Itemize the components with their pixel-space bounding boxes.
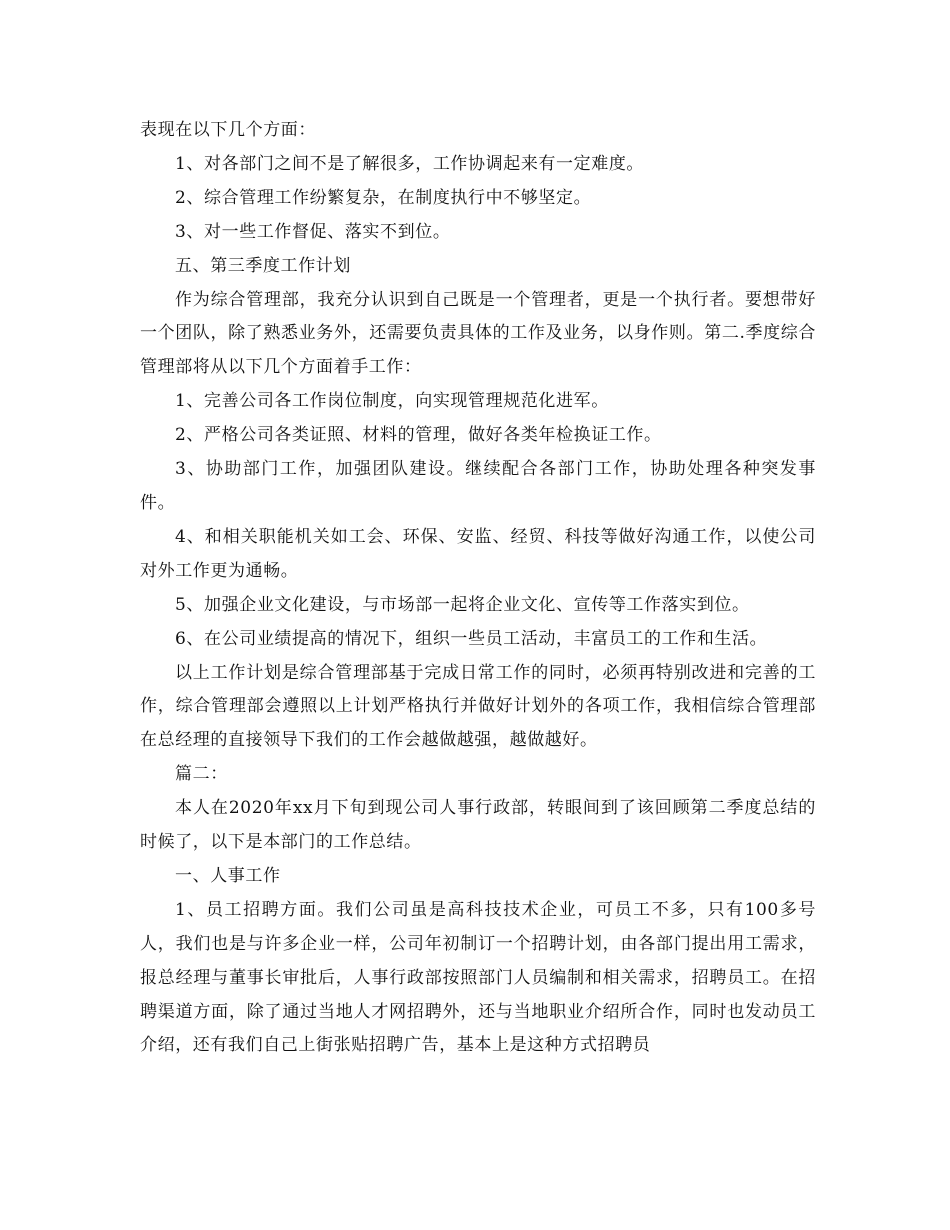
- problem-item-2: 2、综合管理工作纷繁复杂，在制度执行中不够坚定。: [175, 187, 592, 208]
- plan-conclusion-paragraph: 以上工作计划是综合管理部基于完成日常工作的同时，必须再特别改进和完善的工作，综合管理部会遵照以上计划严格执行并做好计划外的各项工作，我相信综合管理部在总经理的直接领导下我们的工作会越做越强，越做越好。: [140, 662, 816, 751]
- section-heading-hr-work: 一、人事工作: [175, 865, 281, 886]
- recruitment-paragraph: 1、员工招聘方面。我们公司虽是高科技技术企业，可员工不多，只有100多号人，我们也是与许多企业一样，公司年初制订一个招聘计划，由各部门提出用工需求，报总经理与董事长审批后，人事行政部按照部门人员编制和相关需求，招聘员工。在招聘渠道方面，除了通过当地人才网招聘外，还与当地职业介绍所合作，同时也发动员工介绍，还有我们自己上街张贴招聘广告，基本上是这种方式招聘员: [140, 899, 816, 1056]
- plan-item-5: 5、加强企业文化建设，与市场部一起将企业文化、宣传等工作落实到位。: [175, 594, 750, 615]
- paragraph-continuation: 表现在以下几个方面：: [140, 120, 316, 140]
- plan-item-6: 6、在公司业绩提高的情况下，组织一些员工活动，丰富员工的工作和生活。: [175, 628, 768, 649]
- plan-item-1: 1、完善公司各工作岗位制度，向实现管理规范化进军。: [175, 391, 609, 412]
- plan-item-4: 4、和相关职能机关如工会、环保、安监、经贸、科技等做好沟通工作，以使公司对外工作更为通畅。: [140, 526, 816, 581]
- part-two-heading: 篇二：: [175, 764, 228, 785]
- problem-item-3: 3、对一些工作督促、落实不到位。: [175, 221, 451, 242]
- plan-item-3: 3、协助部门工作，加强团队建设。继续配合各部门工作，协助处理各种突发事件。: [140, 459, 816, 513]
- plan-intro-paragraph: 作为综合管理部，我充分认识到自己既是一个管理者，更是一个执行者。要想带好一个团队，除了熟悉业务外，还需要负责具体的工作及业务，以身作则。第二.季度综合管理部将从以下几个方面着手工作：: [140, 289, 816, 378]
- document-page: [140, 114, 816, 1063]
- part-two-intro-paragraph: 本人在2020年xx月下旬到现公司人事行政部，转眼间到了该回顾第二季度总结的时候了，以下是本部门的工作总结。: [140, 798, 816, 853]
- section-heading-q3-plan: 五、第三季度工作计划: [175, 255, 351, 276]
- plan-item-2: 2、严格公司各类证照、材料的管理，做好各类年检换证工作。: [175, 425, 662, 446]
- problem-item-1: 1、对各部门之间不是了解很多，工作协调起来有一定难度。: [175, 153, 645, 174]
